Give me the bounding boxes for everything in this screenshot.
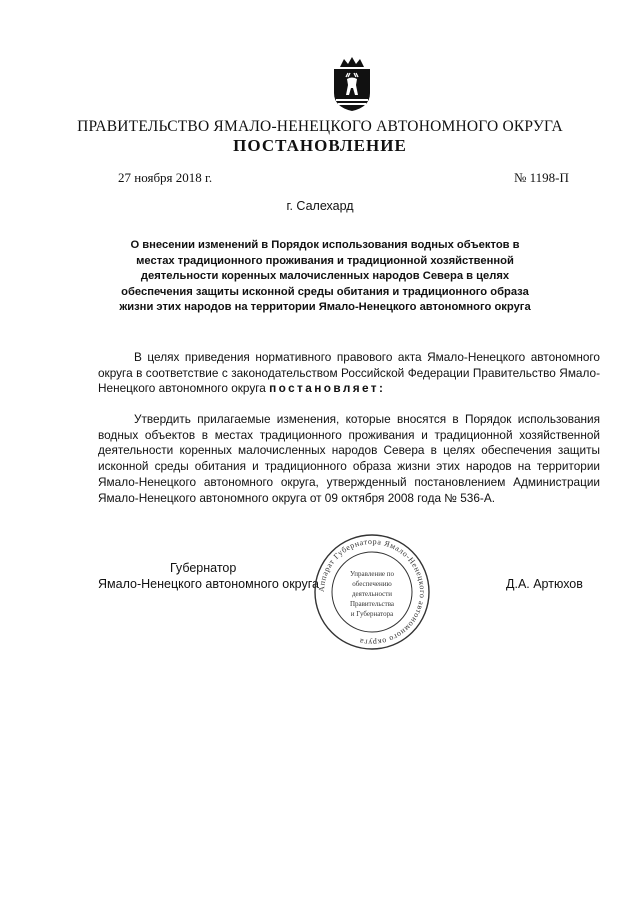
document-type: ПОСТАНОВЛЕНИЕ [233,136,407,155]
stamp-line-4: Правительства [349,600,395,608]
stamp-line-3: деятельности [351,590,393,598]
resolution-paragraph: Утвердить прилагаемые изменения, которые вносятся в Порядок использования водных объектов в местах традиционного проживания и традиционной хозяйственной деятельности коренных малочисленных народов Севера в целях обеспечения защиты исконной среды обитания и традиционного образа жизни этих народов на территории Ямало-Ненецкого автономного округа, утвержденный постановлением Администрации Ямало-Ненецкого автономного округа от 09 октября 2008 года № 536-А. [98,412,600,505]
stamp-line-1: Управление по [349,570,395,578]
stamp-line-2: обеспечению [352,580,392,588]
document-number: № 1198-П [514,170,569,185]
signer-name: Д.А. Артюхов [506,577,583,591]
government-title: ПРАВИТЕЛЬСТВО ЯМАЛО-НЕНЕЦКОГО АВТОНОМНОГО ОКРУГА [77,118,563,135]
signer-title-line2: Ямало-Ненецкого автономного округа [98,577,319,591]
stamp-line-5: и Губернатора [350,610,394,618]
signer-title-line1: Губернатор [170,561,237,575]
document-city: г. Салехард [286,199,354,213]
stamp-ring-text: Аппарат Губернатора Ямало-Ненецкого автономного округа [316,536,428,648]
preamble-text: В целях приведения нормативного правового акта Ямало-Ненецкого автономного округа в соответствие с законодательством Российской Федерации Правительство Ямало-Ненецкого автономного округа [98,350,600,396]
coat-of-arms-icon [330,55,374,113]
document-date: 27 ноября 2018 г. [118,170,213,185]
resolves-word: постановляет: [269,381,386,396]
official-stamp-icon [312,532,432,652]
document-subject: О внесении изменений в Порядок использования водных объектов в местах традиционного проживания и традиционной хозяйственной деятельности коренных малочисленных народов Севера в целях обеспечения защиты исконной среды обитания и традиционного образа жизни этих народов на территории Ямало-Ненецкого автономного округа [119,239,531,314]
preamble-paragraph [98,350,600,397]
